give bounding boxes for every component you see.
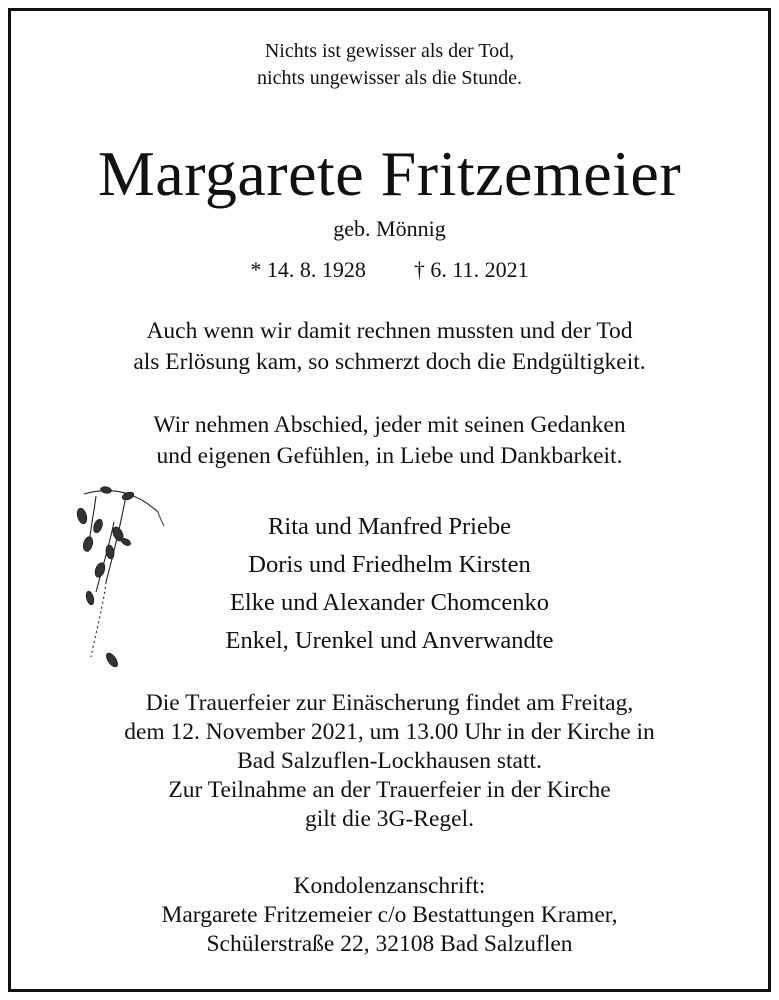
farewell-text-1 [0, 316, 779, 378]
service-line-1: Die Trauerfeier zur Einäscherung findet am Freitag, [145, 690, 634, 716]
motto-quote [0, 38, 779, 92]
farewell-text-2-line-1: Wir nehmen Abschied, jeder mit seinen Gedanken [153, 412, 626, 438]
maiden-name: geb. Mönnig [333, 216, 446, 241]
service-line-2: dem 12. November 2021, um 13.00 Uhr in der Kirche in [124, 719, 655, 745]
death-date: † 6. 11. 2021 [413, 257, 529, 282]
condolence-address [0, 872, 779, 959]
mourner-1: Rita und Manfred Priebe [268, 513, 511, 540]
condolence-line-2: Schülerstraße 22, 32108 Bad Salzuflen [206, 931, 573, 957]
motto-line-1: Nichts ist gewisser als der Tod, [264, 40, 515, 62]
condolence-line-1: Margarete Fritzemeier c/o Bestattungen Kramer, [161, 902, 618, 928]
farewell-text-2-line-2: und eigenen Gefühlen, in Liebe und Dankbarkeit. [156, 443, 623, 469]
farewell-text-1-line-2: als Erlösung kam, so schmerzt doch die Endgültigkeit. [133, 349, 646, 375]
farewell-text-2 [0, 410, 779, 472]
mourner-4: Enkel, Urenkel und Anverwandte [225, 627, 554, 654]
service-info [0, 689, 779, 834]
birth-date: * 14. 8. 1928 [250, 257, 366, 282]
mourner-2: Doris und Friedhelm Kirsten [248, 551, 531, 578]
life-dates [0, 256, 779, 284]
service-line-4: Zur Teilnahme an der Trauerfeier in der Kirche [168, 777, 611, 803]
mourner-3: Elke und Alexander Chomcenko [229, 589, 550, 616]
mourners-list [0, 508, 779, 660]
condolence-label: Kondolenzanschrift: [293, 873, 486, 899]
farewell-text-1-line-1: Auch wenn wir damit rechnen mussten und der Tod [146, 318, 633, 344]
service-line-3: Bad Salzuflen-Lockhausen statt. [237, 748, 542, 774]
motto-line-2: nichts ungewisser als die Stunde. [257, 67, 522, 89]
service-line-5: gilt die 3G-Regel. [304, 806, 475, 832]
deceased-name: Margarete Fritzemeier [97, 138, 682, 209]
